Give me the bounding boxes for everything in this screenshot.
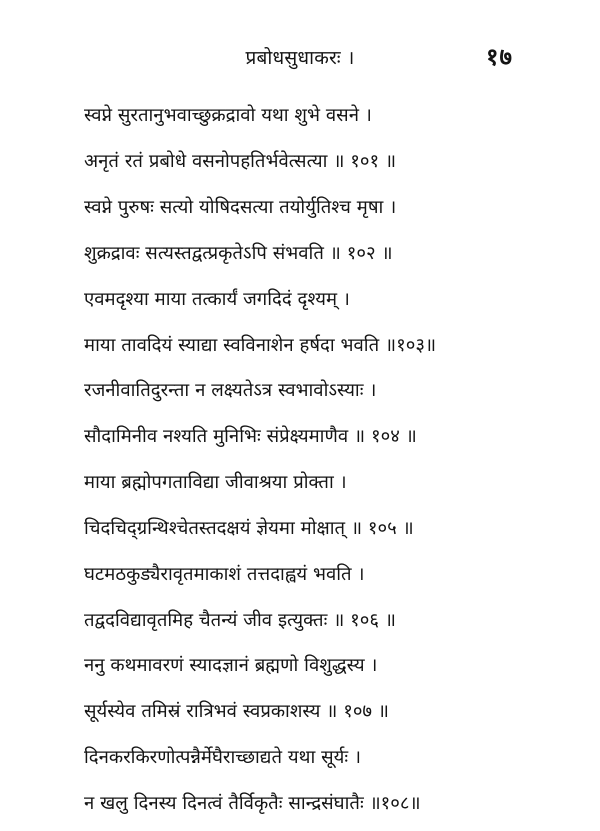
verse-101 (84, 102, 554, 176)
verse-line: माया तावदियं स्याद्या स्वविनाशेन हर्षदा भवति ॥१०३॥ (84, 335, 437, 356)
verse-line: न खलु दिनस्य दिनत्वं तैर्विकृतैः सान्द्रसंघातैः ॥१०८॥ (84, 793, 421, 814)
verse-102 (84, 194, 554, 268)
verse-line: घटमठकुड्यैरावृतमाकाशं तत्तदाह्वयं भवति । (84, 564, 365, 585)
verse-line: तद्वदविद्यावृतमिह चैतन्यं जीव इत्युक्तः ॥ १०६ ॥ (84, 610, 397, 631)
verse-107 (84, 652, 554, 726)
verse-line: एवमदृश्या माया तत्कार्यं जगदिदं दृश्यम् । (84, 289, 350, 310)
page-number: १७ (486, 43, 513, 71)
verse-line: शुक्रद्रावः सत्यस्तद्वत्प्रकृतेऽपि संभवति ॥ १०२ ॥ (84, 243, 393, 264)
verse-103 (84, 286, 554, 360)
verse-line: ननु कथमावरणं स्यादज्ञानं ब्रह्मणो विशुद्धस्य । (84, 655, 378, 676)
verse-106 (84, 561, 554, 635)
verse-108 (84, 744, 554, 818)
verse-line: चिदचिद्ग्रन्थिश्चेतस्तदक्षयं ज्ञेयमा मोक्षात् ॥ १०५ ॥ (84, 518, 414, 539)
verse-line: स्वप्ने सुरतानुभवाच्छुक्रद्रावो यथा शुभे वसने । (84, 105, 372, 126)
verse-line: सौदामिनीव नश्यति मुनिभिः संप्रेक्ष्यमाणैव ॥ १०४ ॥ (84, 426, 417, 447)
running-header-title: प्रबोधसुधाकरः । (245, 47, 355, 69)
verse-line: सूर्यस्येव तमिस्रं रात्रिभवं स्वप्रकाशस्य ॥ १०७ ॥ (84, 701, 390, 722)
verse-line: अनृतं रतं प्रबोधे वसनोपहतिर्भवेत्सत्या ॥ १०१ ॥ (84, 151, 397, 172)
verse-105 (84, 469, 554, 543)
verse-line: माया ब्रह्मोपगताविद्या जीवाश्रया प्रोक्ता । (84, 472, 347, 493)
verse-line: दिनकरकिरणोत्पन्नैर्मेघैराच्छाद्यते यथा सूर्यः । (84, 747, 361, 768)
verse-line: रजनीवातिदुरन्ता न लक्ष्यतेऽत्र स्वभावोऽस्याः । (84, 380, 377, 401)
verse-104 (84, 377, 554, 451)
verse-line: स्वप्ने पुरुषः सत्यो योषिदसत्या तयोर्युतिश्च मृषा । (84, 197, 397, 218)
